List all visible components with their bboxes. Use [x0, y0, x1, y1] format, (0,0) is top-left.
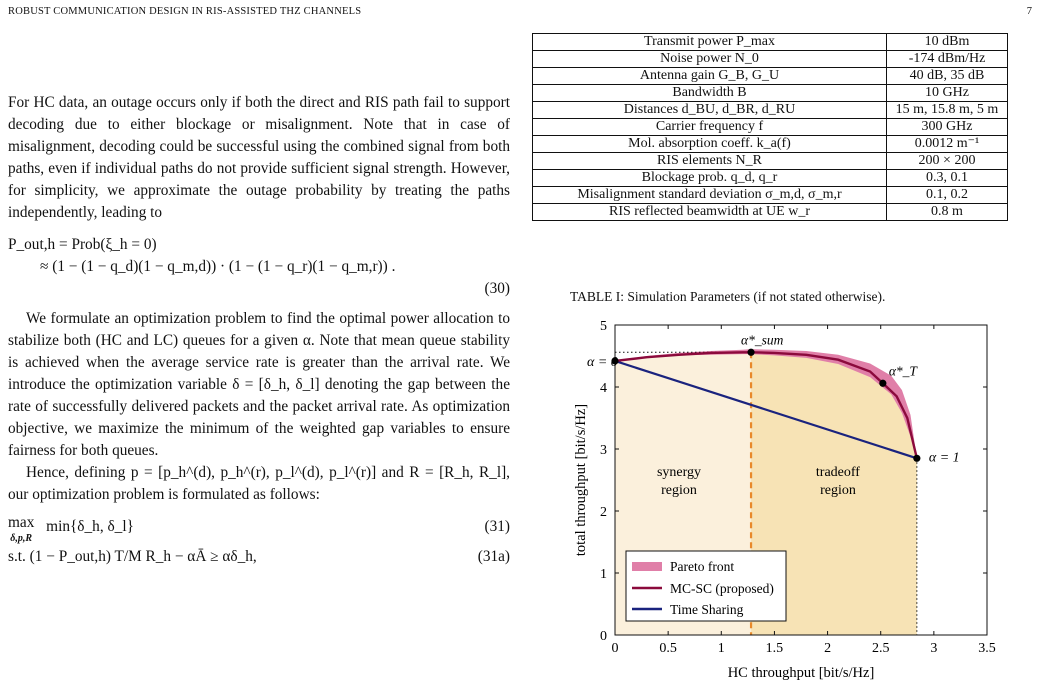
- equation-31-max: max: [8, 514, 35, 531]
- parameter-name-cell: Misalignment standard deviation σ_m,d, σ_m,r: [533, 187, 887, 204]
- equation-30-number-row: [8, 278, 510, 300]
- simulation-parameters-table: [532, 33, 1008, 221]
- running-header: ROBUST COMMUNICATION DESIGN IN RIS-ASSISTED THZ CHANNELS: [8, 6, 362, 17]
- y-tick-label: 0: [600, 629, 607, 644]
- x-tick-label: 2.5: [871, 641, 890, 656]
- legend-label-pareto: Pareto front: [670, 559, 735, 574]
- table-row: [533, 51, 1008, 68]
- x-tick-label: 1.5: [765, 641, 784, 656]
- tradeoff-region-label-line2: region: [820, 483, 856, 498]
- parameter-name-cell: Distances d_BU, d_BR, d_RU: [533, 102, 887, 119]
- legend-swatch-pareto: [632, 562, 662, 571]
- paragraph-definitions: Hence, defining p = [p_h^(d), p_h^(r), p_l^(d), p_l^(r)] and R = [R_h, R_l], our optimization problem is formulated as follows:: [8, 464, 510, 503]
- alpha-t-label: α*_T: [888, 363, 917, 379]
- y-axis-label: total throughput [bit/s/Hz]: [573, 403, 589, 557]
- paragraph-outage: For HC data, an outage occurs only if both the direct and RIS path fail to support decoding due to either blockage or misalignment. Note that in case of misalignment, decoding could be successful using the combined signal from both paths, even if individual paths do not provide sufficient signal strength. However, for simplicity, we approximate the outage probability by treating the paths independently, leading to: [8, 94, 510, 221]
- parameter-value-cell: 15 m, 15.8 m, 5 m: [887, 102, 1008, 119]
- parameter-value-cell: 300 GHz: [887, 119, 1008, 136]
- y-tick-label: 2: [600, 505, 607, 520]
- y-tick-label: 1: [600, 567, 607, 582]
- equation-30-line1: [8, 234, 510, 256]
- x-tick-label: 1: [717, 641, 725, 656]
- x-tick-label: 3: [930, 641, 938, 656]
- table-row: [533, 85, 1008, 102]
- parameter-value-cell: 10 GHz: [887, 85, 1008, 102]
- x-tick-label: 0.5: [659, 641, 677, 656]
- equation-31-objective: min{δ_h, δ_l}: [46, 518, 134, 535]
- synergy-region-label-line2: region: [661, 483, 697, 498]
- operating-point-marker: [747, 349, 754, 356]
- table-caption: TABLE I: Simulation Parameters (if not stated otherwise).: [570, 289, 886, 304]
- alpha-sum-label: α*_sum: [741, 332, 784, 348]
- parameter-value-cell: 40 dB, 35 dB: [887, 68, 1008, 85]
- parameter-name-cell: Transmit power P_max: [533, 34, 887, 51]
- parameter-name-cell: Bandwidth B: [533, 85, 887, 102]
- parameter-value-cell: -174 dBm/Hz: [887, 51, 1008, 68]
- equation-31a-constraint: s.t. (1 − P_out,h) T/M R_h − αĀ ≥ αδ_h,: [8, 548, 257, 565]
- tradeoff-region-label: tradeoff: [815, 465, 860, 480]
- y-tick-label: 4: [600, 381, 607, 396]
- y-tick-label: 5: [600, 319, 607, 334]
- operating-point-marker: [879, 380, 886, 387]
- equation-31a: [8, 546, 510, 568]
- parameter-value-cell: 200 × 200: [887, 153, 1008, 170]
- table-row: [533, 153, 1008, 170]
- table-row: [533, 204, 1008, 221]
- x-tick-label: 3.5: [978, 641, 996, 656]
- table-row: [533, 68, 1008, 85]
- parameter-value-cell: 0.0012 m⁻¹: [887, 136, 1008, 153]
- paragraph-optimization: We formulate an optimization problem to find the optimal power allocation to stabilize both (HC and LC) queues for a given α. Note that mean queue stability is achieved when the average service rate is greater than the arrival rate. We introduce the optimization variable δ = [δ_h, δ_l] denoting the gap between the rate of successfully delivered packets and the packet arrival rate. As optimization objective, we maximize the minimum of the weighted gap variables to ensure fairness for both queues.: [8, 310, 510, 459]
- parameter-value-cell: 0.3, 0.1: [887, 170, 1008, 187]
- table-row: [533, 170, 1008, 187]
- alpha-one-label: α = 1: [928, 450, 960, 466]
- equation-30-line2: [8, 256, 510, 278]
- operating-point-marker: [913, 455, 920, 462]
- equation-30-first: P_out,h = Prob(ξ_h = 0): [8, 236, 157, 253]
- parameter-name-cell: Blockage prob. q_d, q_r: [533, 170, 887, 187]
- parameter-value-cell: 10 dBm: [887, 34, 1008, 51]
- parameter-name-cell: RIS reflected beamwidth at UE w_r: [533, 204, 887, 221]
- equation-30-number: (30): [484, 280, 510, 297]
- table-row: [533, 119, 1008, 136]
- pareto-throughput-chart: [540, 310, 1020, 690]
- legend-label-mcsc: MC-SC (proposed): [670, 581, 774, 596]
- y-tick-label: 3: [600, 443, 607, 458]
- equation-31-number: (31): [484, 518, 510, 535]
- synergy-region-label: synergy: [656, 465, 702, 480]
- table-row: [533, 34, 1008, 51]
- page-number: 7: [1026, 6, 1032, 17]
- parameter-value-cell: 0.1, 0.2: [887, 187, 1008, 204]
- legend-label-time-sharing: Time Sharing: [670, 602, 744, 617]
- x-axis-label: HC throughput [bit/s/Hz]: [727, 665, 875, 681]
- table-row: [533, 102, 1008, 119]
- x-tick-label: 0: [611, 641, 619, 656]
- equation-31: [8, 516, 510, 542]
- parameter-name-cell: Noise power N_0: [533, 51, 887, 68]
- parameter-name-cell: Carrier frequency f: [533, 119, 887, 136]
- parameter-name-cell: RIS elements N_R: [533, 153, 887, 170]
- parameter-name-cell: Mol. absorption coeff. k_a(f): [533, 136, 887, 153]
- table-row: [533, 187, 1008, 204]
- equation-31-subscript: δ,p,R: [10, 533, 33, 544]
- parameter-name-cell: Antenna gain G_B, G_U: [533, 68, 887, 85]
- equation-30-second: ≈ (1 − (1 − q_d)(1 − q_m,d)) · (1 − (1 − q_r)(1 − q_m,r)) .: [40, 258, 396, 275]
- parameter-value-cell: 0.8 m: [887, 204, 1008, 221]
- equation-31a-number: (31a): [477, 548, 510, 565]
- alpha-zero-label: α = 0: [587, 354, 618, 370]
- x-tick-label: 2: [824, 641, 832, 656]
- body-text-column: [8, 92, 510, 568]
- table-row: [533, 136, 1008, 153]
